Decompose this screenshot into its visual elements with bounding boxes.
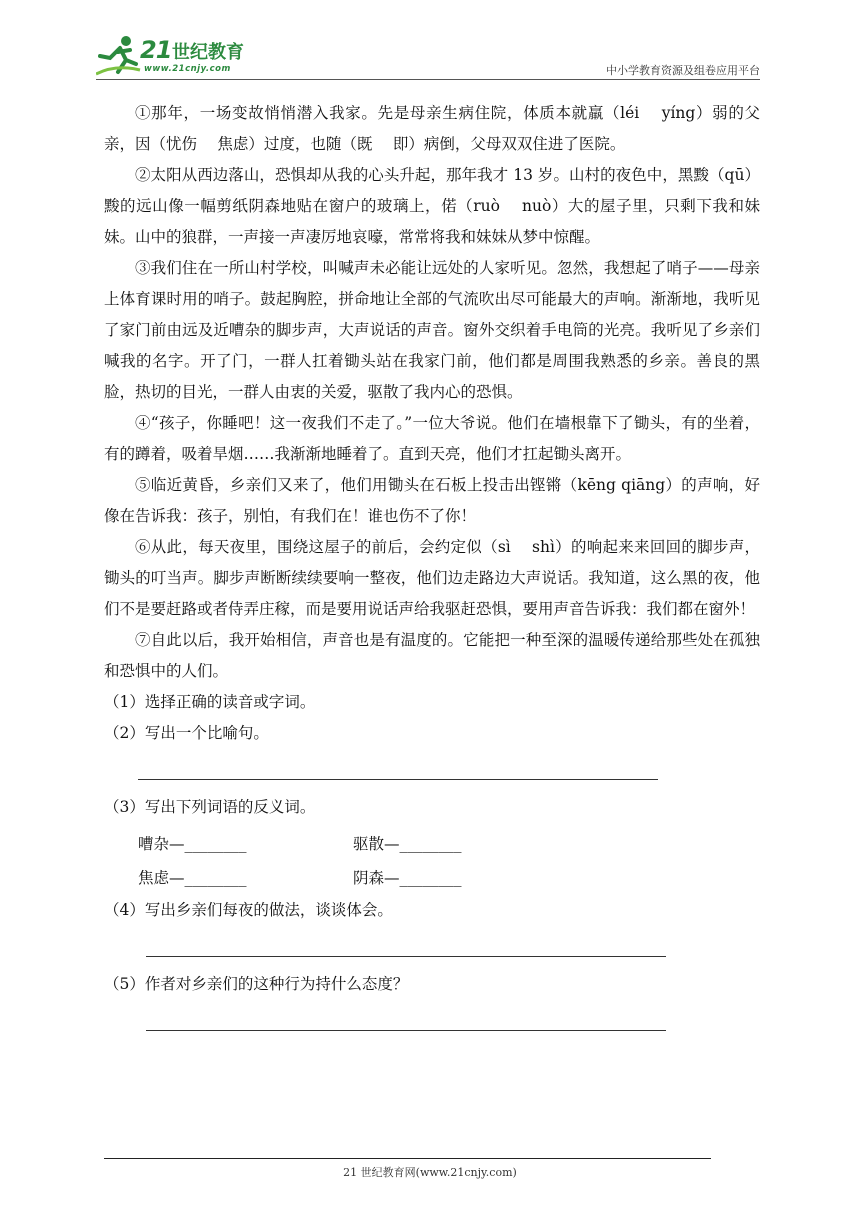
answer-line-4[interactable] <box>146 956 666 957</box>
question-4: （4）写出乡亲们每夜的做法，谈谈体会。 <box>104 901 393 919</box>
paragraph-3: ③我们住在一所山村学校，叫喊声未必能让远处的人家听见。忽然，我想起了哨子——母亲上体育课时用的哨子。鼓起胸腔，拼命地让全部的气流吹出尽可能最大的声响。渐渐地，我听见了家门前由远及近嘈杂的脚步声，大声说话的声音。窗外交织着手电筒的光亮。我听见了乡亲们喊我的名字。开了门，一群人扛着锄头站在我家门前，他们都是周围我熟悉的乡亲。善良的黑脸，热切的目光，一群人由衷的关爱，驱散了我内心的恐惧。 <box>104 259 760 401</box>
paragraph-1: ①那年，一场变故悄悄潜入我家。先是母亲生病住院，体质本就羸（léi yíng）弱的父亲，因（忧伤 焦虑）过度，也随（既 即）病倒，父母双双住进了医院。 <box>104 104 760 153</box>
page-header <box>96 30 760 82</box>
antonym-item[interactable]: 焦虑—________ <box>138 869 247 887</box>
question-3: （3）写出下列词语的反义词。 <box>104 798 316 816</box>
logo <box>96 34 266 76</box>
platform-name: 中小学教育资源及组卷应用平台 <box>606 64 760 77</box>
antonym-item[interactable]: 阴森—________ <box>353 869 462 887</box>
antonym-list <box>138 827 760 895</box>
logo-number: 21 <box>140 36 172 64</box>
question-2: （2）写出一个比喻句。 <box>104 724 269 742</box>
logo-text: 世纪教育 <box>172 42 244 63</box>
document-body <box>104 98 760 1043</box>
paragraph-2: ②太阳从西边落山，恐惧却从我的心头升起，那年我才 13 岁。山村的夜色中，黑黢（qū）黢的远山像一幅剪纸阴森地贴在窗户的玻璃上，偌（ruò nuò）大的屋子里，只剩下我和妹妹。山中的狼群，一声接一声凄厉地哀嚎，常常将我和妹妹从梦中惊醒。 <box>104 166 760 246</box>
footer-divider <box>104 1158 711 1159</box>
paragraph-5: ⑤临近黄昏，乡亲们又来了，他们用锄头在石板上投击出铿锵（kēng qiāng）的声响，好像在告诉我：孩子，别怕，有我们在！谁也伤不了你！ <box>104 476 760 525</box>
footer-text: 21 世纪教育网(www.21cnjy.com) <box>343 1166 517 1179</box>
paragraph-7: ⑦自此以后，我开始相信，声音也是有温度的。它能把一种至深的温暖传递给那些处在孤独和恐惧中的人们。 <box>104 631 760 680</box>
header-divider <box>96 79 760 80</box>
logo-url: www.21cnjy.com <box>144 64 231 74</box>
runner-logo-icon <box>96 34 142 76</box>
antonym-item[interactable]: 嘈杂—________ <box>138 835 247 853</box>
answer-line-5[interactable] <box>146 1030 666 1031</box>
antonym-item[interactable]: 驱散—________ <box>353 835 462 853</box>
answer-line-2[interactable] <box>138 779 658 780</box>
question-1: （1）选择正确的读音或字词。 <box>104 693 316 711</box>
paragraph-6: ⑥从此，每天夜里，围绕这屋子的前后，会约定似（sì shì）的响起来来回回的脚步声，锄头的叮当声。脚步声断断续续要响一整夜，他们边走路边大声说话。我知道，这么黑的夜，他们不是要赶路或者侍弄庄稼，而是要用说话声给我驱赶恐惧，要用声音告诉我：我们都在窗外！ <box>104 538 760 618</box>
question-5: （5）作者对乡亲们的这种行为持什么态度？ <box>104 975 409 993</box>
paragraph-4: ④“孩子，你睡吧！这一夜我们不走了。”一位大爷说。他们在墙根靠下了锄头，有的坐着，有的蹲着，吸着旱烟……我渐渐地睡着了。直到天亮，他们才扛起锄头离开。 <box>104 414 760 463</box>
